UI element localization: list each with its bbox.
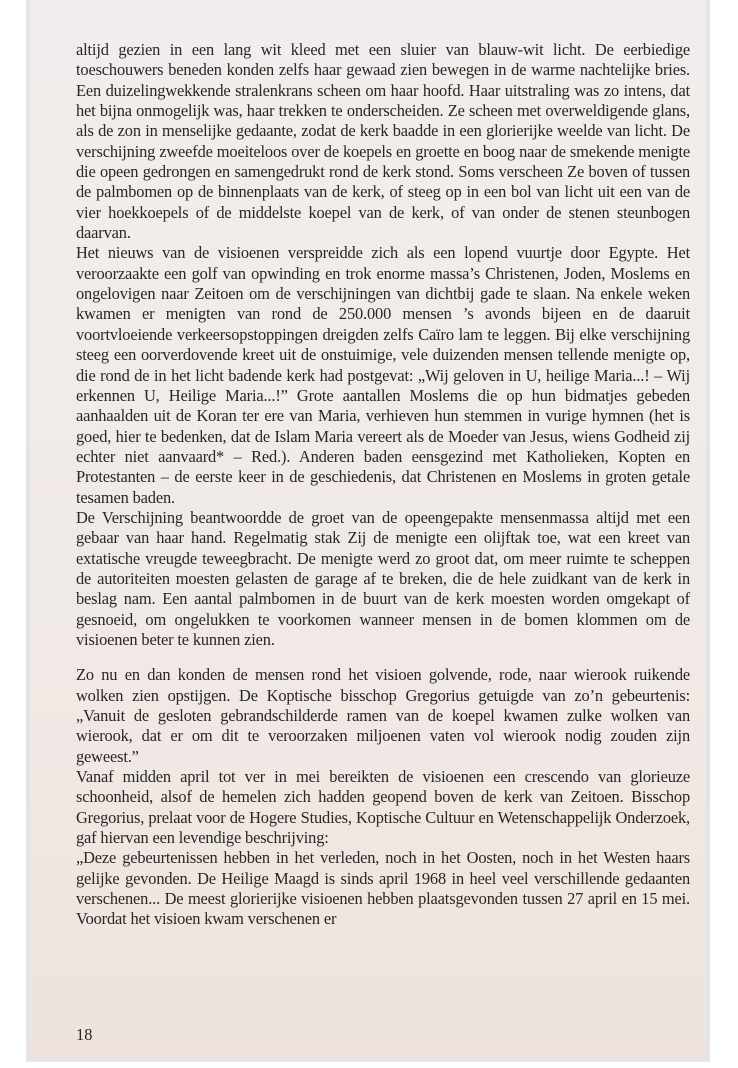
paragraph-apparition-greeting: De Verschijning beantwoordde de groet van de opeengepakte mensenmassa altijd met een gebaar van haar hand. Regelmatig stak Zij de menigte een olijftak toe, wat een kreet van extatische vreugde teweegbracht. De menigte werd zo groot dat, om meer ruimte te scheppen de autoriteiten moesten gelasten de garage af te breken, die de hele zuidkant van de kerk in beslag nam. Een aantal palmbomen in de buurt van de kerk moesten worden omgekapt of gesnoeid, om ongelukken te voorkomen wanneer mensen in de bomen klommen om de visioenen beter te kunnen zien. <box>76 507 690 649</box>
paragraph-news-spread: Het nieuws van de visioenen verspreidde zich als een lopend vuurtje door Egypte. Het veroorzaakte een golf van opwinding en trok enorme massa’s Christenen, Joden, Moslems en ongelovigen naar Zeitoen om de verschijningen van dichtbij gade te slaan. Na enkele weken kwamen er menigten van rond de 250.000 mensen ’s avonds bijeen en de daaruit voortvloeiende verkeersopstoppingen dreigden zelfs Caïro lam te leggen. Bij elke verschijning steeg een oorverdovende kreet uit de onstuimige, vele duizenden mensen tellende menigte op, die rond de in het licht badende kerk had postgevat: „Wij geloven in U, heilige Maria...! – Wij erkennen U, Heilige Maria...!” Grote aantallen Moslems die op hun bidmatjes gebeden aanhaalden uit de Koran ter ere van Maria, verhieven hun stemmen in vurige hymnen (het is goed, hier te bedenken, dat de Islam Maria vereert als de Moeder van Jesus, wiens Godheid zij echter niet aanvaard* – Red.). Anderen baden eensgezind met Katholieken, Kopten en Protestanten – de eerste keer in de geschiedenis, dat Christenen en Moslems in groten getale tesamen baden. <box>76 243 690 507</box>
paragraph-incense-clouds: Zo nu en dan konden de mensen rond het visioen golvende, rode, naar wierook ruikende wolken zien opstijgen. De Koptische bisschop Gregorius getuigde van zo’n gebeurtenis: „Vanuit de gesloten gebrandschilderde ramen van de koepel kwamen zulke wolken van wierook, dat er om dit te veroorzaken miljoenen vaten vol wierook nodig zouden zijn geweest.” <box>76 665 690 766</box>
paragraph-crescendo: Vanaf midden april tot ver in mei bereikten de visioenen een crescendo van glorieuze schoonheid, alsof de hemelen zich hadden geopend boven de kerk van Zeitoen. Bisschop Gregorius, prelaat voor de Hogere Studies, Koptische Cultuur en Wetenschappelijk Onderzoek, gaf hiervan een levendige beschrijving: <box>76 767 690 848</box>
paragraph-apparition-description: altijd gezien in een lang wit kleed met een sluier van blauw-wit licht. De eerbiedige toeschouwers beneden konden zelfs haar gewaad zien bewegen in de warme nachtelijke bries. Een duizelingwekkende stralenkrans scheen om haar hoofd. Haar uitstraling was zo intens, dat het bijna onmogelijk was, haar trekken te onderscheiden. Ze scheen met overweldigende glans, als de zon in menselijke gedaante, zodat de kerk baadde in een glorierijke weelde van licht. De verschijning zweefde moeiteloos over de koepels en groette en boog naar de smekende menigte die opeen gedrongen en samengedrukt rond de kerk stond. Soms verscheen Ze boven of tussen de palmbomen op de binnenplaats van de kerk, of steeg op in een bol van licht uit een van de vier hoekkoepels of de middelste koepel van de kerk, of van onder de stenen steunbogen daarvan. <box>76 40 690 243</box>
page-number: 18 <box>76 1025 93 1044</box>
body-text <box>76 40 690 930</box>
paragraph-quote-gregorius: „Deze gebeurtenissen hebben in het verleden, noch in het Oosten, noch in het Westen haars gelijke gevonden. De Heilige Maagd is sinds april 1968 in heel veel verschillende gedaanten verschenen... De meest glorierijke visioenen hebben plaatsgevonden tussen 27 april en 15 mei. Voordat het visioen kwam verschenen er <box>76 848 690 929</box>
book-page <box>30 0 706 1058</box>
